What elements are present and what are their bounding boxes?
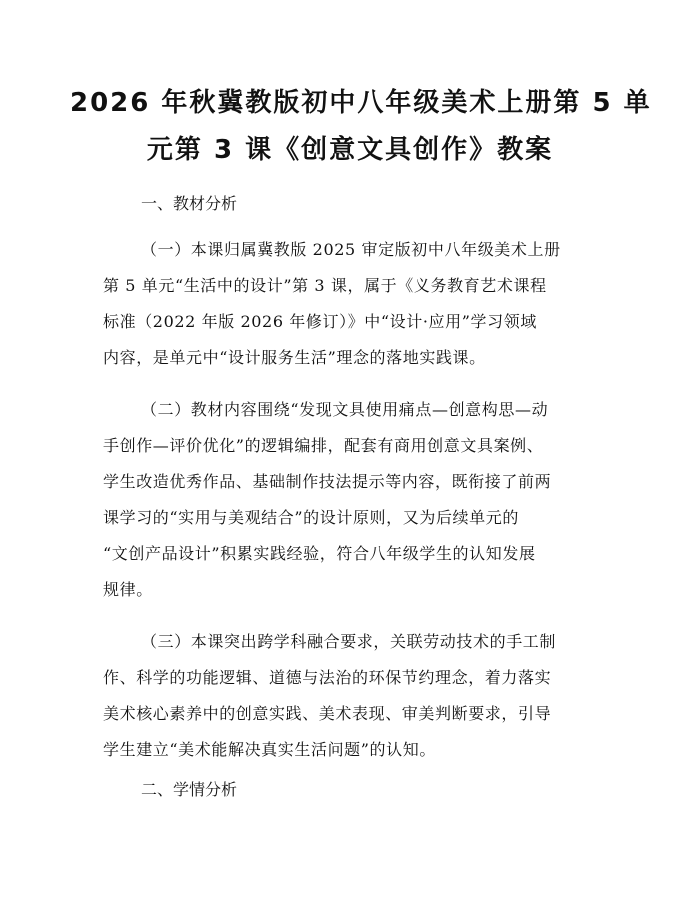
paragraph-2-line-5: “文创产品设计”积累实践经验，符合八年级学生的认知发展 — [103, 544, 536, 563]
paragraph-2-line-3: 学生改造优秀作品、基础制作技法提示等内容，既衔接了前两 — [103, 472, 552, 491]
paragraph-3-line-4: 学生建立“美术能解决真实生活问题”的认知。 — [103, 740, 436, 759]
paragraph-1-line-3: 标准（2022 年版 2026 年修订）》中“设计·应用”学习领域 — [103, 312, 537, 331]
paragraph-2-line-6: 规律。 — [103, 580, 153, 599]
paragraph-2-line-1: （二）教材内容围绕“发现文具使用痛点—创意构思—动 — [141, 400, 549, 419]
paragraph-1-line-1: （一）本课归属冀教版 2025 审定版初中八年级美术上册 — [141, 240, 561, 259]
section-heading-learner-analysis: 二、学情分析 — [141, 780, 238, 799]
document-title-line-1: 2026 年秋冀教版初中八年级美术上册第 5 单 — [70, 88, 652, 118]
paragraph-3-line-2: 作、科学的功能逻辑、道德与法治的环保节约理念，着力落实 — [103, 668, 552, 687]
document-title-line-2: 元第 3 课《创意文具创作》教案 — [146, 135, 554, 165]
paragraph-1-line-2: 第 5 单元“生活中的设计”第 3 课，属于《义务教育艺术课程 — [103, 276, 547, 295]
section-heading-textbook-analysis: 一、教材分析 — [141, 194, 238, 213]
paragraph-2-line-4: 课学习的“实用与美观结合”的设计原则，又为后续单元的 — [103, 508, 519, 527]
paragraph-3-line-3: 美术核心素养中的创意实践、美术表现、审美判断要求，引导 — [103, 704, 552, 723]
paragraph-2-line-2: 手创作—评价优化”的逻辑编排，配套有商用创意文具案例、 — [103, 436, 544, 455]
paragraph-1-line-4: 内容，是单元中“设计服务生活”理念的落地实践课。 — [103, 348, 486, 367]
paragraph-3-line-1: （三）本课突出跨学科融合要求，关联劳动技术的手工制 — [141, 632, 557, 651]
